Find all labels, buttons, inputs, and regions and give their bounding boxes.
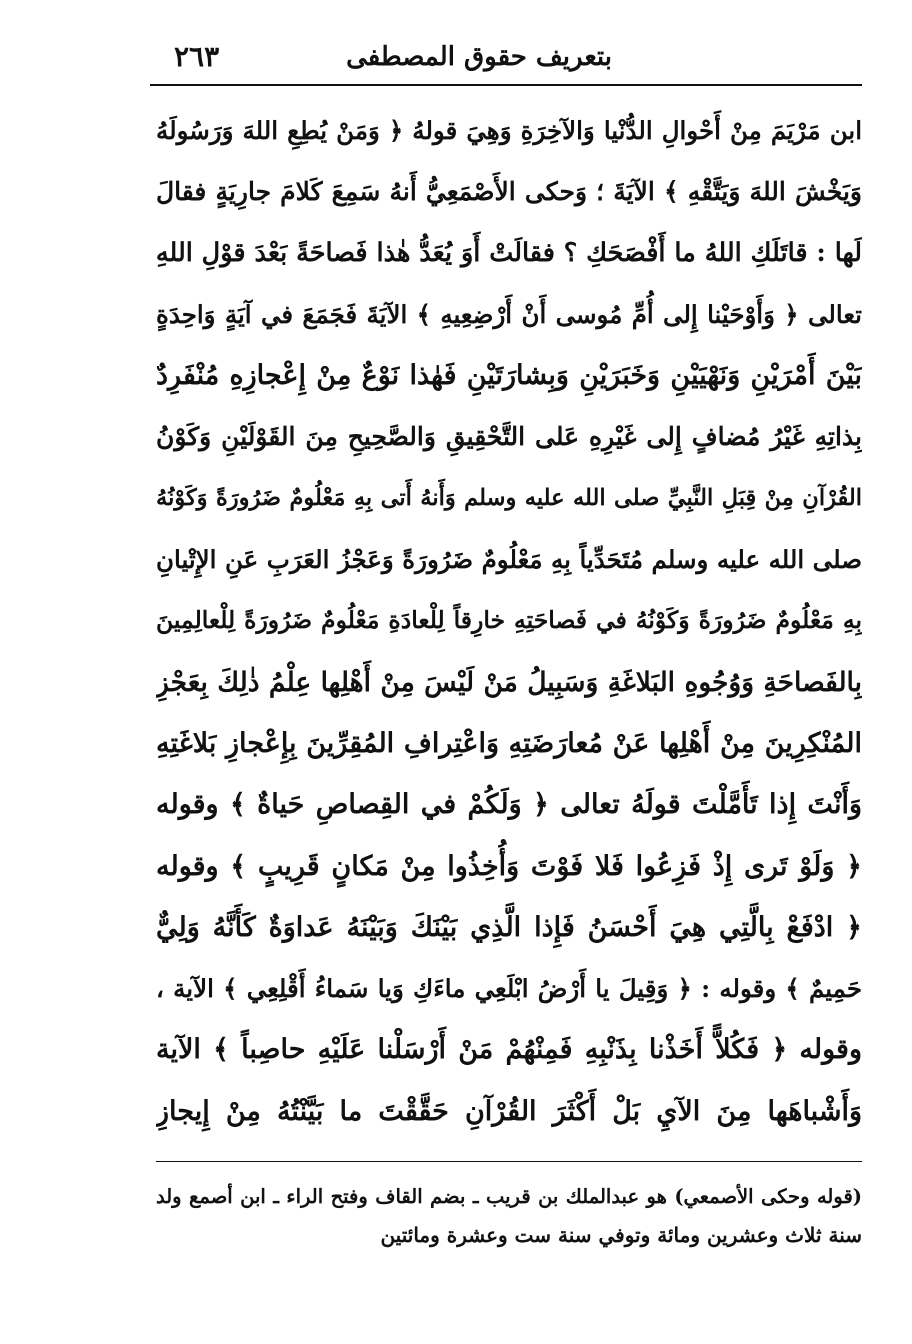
text-line: المُنْكِرِينَ مِنْ أَهْلِها عَنْ مُعارَضَتِهِ وَاعْتِرافِ المُقِرِّينَ بِإِعْجازِ بَلاغَتِهِ: [156, 727, 862, 759]
text-line: تعالى ﴿ وَأَوْحَيْنا إِلى أُمِّ مُوسى أَنْ أَرْضِعِيهِ ﴾ الآيَةَ فَجَمَعَ في آيَةٍ وَاحِدَةٍ: [156, 299, 862, 329]
text-line: حَمِيمٌ ﴾ وقوله : ﴿ وَقِيلَ يا أَرْضُ ابْلَعِي ماءَكِ وَيا سَماءُ أَقْلِعِي ﴾ الآية ،: [156, 974, 862, 1004]
footnote-line: سنة ثلاث وعشرين ومائة وتوفي سنة ست وعشرة ومائتين: [380, 1223, 862, 1247]
text-line: لَها : قاتَلَكِ اللهُ ما أَفْصَحَكِ ؟ فقالَتْ أَوَ يُعَدُّ هٰذا فَصاحَةً بَعْدَ قوْلِ اللهِ: [156, 237, 862, 268]
footnote-block: [156, 1178, 862, 1254]
text-line: ﴿ وَلَوْ تَرى إِذْ فَزِعُوا فَلا فَوْتَ وَأُخِذُوا مِنْ مَكانٍ قَرِيبٍ ﴾ وقوله: [156, 850, 862, 882]
text-line: بَيْنَ أَمْرَيْنِ وَنَهْيَيْنِ وَخَبَرَيْنِ وَبِشارَتَيْنِ فَهٰذا نَوْعٌ مِنْ إِعْجازِهِ مُنْفَرِدٌ: [156, 360, 862, 392]
text-line: صلى الله عليه وسلم مُتَحَدِّياً بِهِ مَعْلُومٌ ضَرُورَةً وَعَجْزُ العَرَبِ عَنِ الإِتْيانِ: [156, 545, 862, 575]
text-line: وَيَخْشَ اللهَ وَيَتَّقْهِ ﴾ الآيَةَ ؛ وَحكى الأَصْمَعِيُّ أَنهُ سَمِعَ كَلامَ جارِيَةٍ فقالَ: [156, 177, 862, 207]
text-line: وَأَشْباهَها مِنَ الآيِ بَلْ أَكْثَرَ القُرْآنِ حَقَّقْتَ ما بَيَّنْتُهُ مِنْ إِيجازِ: [156, 1095, 862, 1127]
text-line: وَأَنْتَ إِذا تَأَمَّلْتَ قولَهُ تعالى ﴿ وَلَكُمْ في القِصاصِ حَياةٌ ﴾ وقوله: [156, 789, 862, 821]
header-rule: [150, 84, 862, 86]
text-line: ﴿ ادْفَعْ بِالَّتِي هِيَ أَحْسَنُ فَإِذا الَّذِي بَيْنَكَ وَبَيْنَهُ عَداوَةٌ كَأَنَّهُ وَلِيٌّ: [156, 911, 862, 943]
running-header: [150, 36, 862, 86]
text-line: بِالفَصاحَةِ وَوُجُوهِ البَلاغَةِ وَسَبِيلُ مَنْ لَيْسَ مِنْ أَهْلِها عِلْمُ ذٰلِكَ بِعَجْزِ: [156, 666, 862, 698]
text-line: وقوله ﴿ فَكُلاًّ أَخَذْنا بِذَنْبِهِ فَمِنْهُمْ مَنْ أَرْسَلْنا عَلَيْهِ حاصِباً ﴾ الآية: [156, 1034, 862, 1066]
text-line: القُرْآنِ مِنْ قِبَلِ النَّبِيِّ صلى الله عليه وسلم وَأَنهُ أَتى بِهِ مَعْلُومٌ ضَرُورَةً وَكَوْنُهُ: [156, 484, 862, 511]
footnote-rule: [156, 1161, 862, 1162]
text-line: ابن مَرْيَمَ مِنْ أَحْوالِ الدُّنْيا وَالآخِرَةِ وَهِيَ قولهُ ﴿ وَمَنْ يُطِعِ اللهَ وَرَسُولَهُ: [156, 116, 862, 145]
running-title: بتعريف حقوق المصطفى: [346, 42, 612, 72]
main-text: [156, 100, 862, 1142]
text-line: بِهِ مَعْلُومٌ ضَرُورَةً وَكَوْنُهُ في فَصاحَتِهِ خارِقاً لِلْعادَةِ مَعْلُومٌ ضَرُورَةً لِلْعالِمِينَ: [156, 606, 862, 635]
footnote-line: (قوله وحكى الأصمعي) هو عبدالملك بن قريب ـ بضم القاف وفتح الراء ـ ابن أصمع ولد: [156, 1185, 862, 1208]
text-line: بِذاتِهِ غَيْرُ مُضافٍ إِلى غَيْرِهِ عَلى التَّحْقِيقِ وَالصَّحِيحِ مِنَ القَوْلَيْنِ وَكَوْنُ: [156, 422, 862, 452]
page-number: ٢٦٣: [174, 40, 220, 73]
